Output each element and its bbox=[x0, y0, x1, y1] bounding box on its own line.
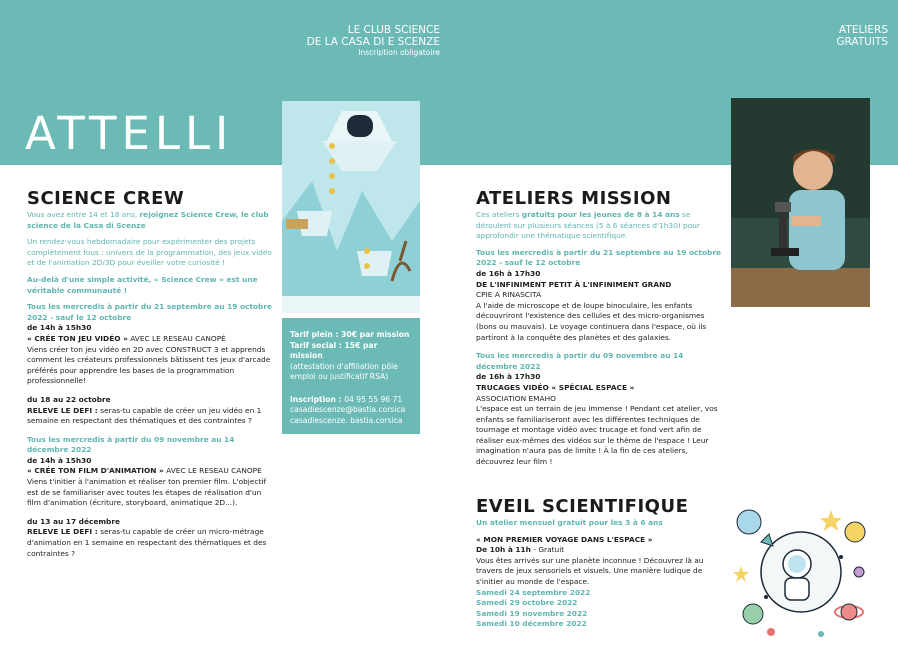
science-crew-desc: Un rendez-vous hebdomadaire pour expérimenter des projets complètement fous : univers de la programmation, des jeux vidéo et de l'animation 2D/3D pour éveiller votre curiosité ! bbox=[27, 237, 272, 268]
page-title: ATTELLI bbox=[25, 107, 234, 160]
eveil-date-4: Samedi 10 décembre 2022 bbox=[476, 619, 587, 629]
eveil-free: - Gratuit bbox=[530, 545, 565, 555]
tarif-social: Tarif social : 15€ par mission bbox=[290, 340, 378, 360]
tarif-box bbox=[282, 318, 420, 434]
eveil-session-title: « MON PREMIER VOYAGE DANS L'ESPACE » bbox=[476, 534, 653, 544]
tarif-plein: Tarif plein : 30€ par mission bbox=[290, 330, 410, 339]
science-crew-intro bbox=[27, 210, 277, 231]
mission1-date: Tous les mercredis à partir du 21 septembre au 19 octobre 2022 - sauf le 12 octobre bbox=[476, 247, 721, 268]
defi1-label: RELEVE LE DEFI : bbox=[27, 405, 101, 415]
mission1-partner: CPIE A RINASCITA bbox=[476, 290, 542, 300]
defi2-date: du 13 au 17 décembre bbox=[27, 516, 121, 526]
mission-intro bbox=[476, 210, 721, 242]
session1-title: « CRÉE TON JEU VIDÉO » bbox=[27, 333, 128, 343]
defi2-text: seras-tu capable de créer un micro-métrage d'animation en 1 semaine en respectant des thématiques et des contraintes ? bbox=[27, 527, 267, 558]
eveil-title: EVEIL SCIENTIFIQUE bbox=[476, 496, 689, 517]
mission-intro-c: se déroulent sur plusieurs séances (5 à 6 séances d'1h30) pour approfondir une thématique scientifique. bbox=[476, 210, 700, 241]
ateliers-line-1: ATELIERS bbox=[839, 24, 888, 36]
session2-title: « CRÉE TON FILM D'ANIMATION » bbox=[27, 466, 164, 476]
defi1-text: seras-tu capable de créer un jeu vidéo en 1 semaine en respectant des thématiques et des contraintes ? bbox=[27, 405, 262, 426]
session1-partner: AVEC LE RESEAU CANOPÉ bbox=[127, 333, 226, 343]
defi2-label: RELEVE LE DEFI : bbox=[27, 527, 101, 537]
space-doodle-illustration bbox=[731, 502, 871, 642]
phone-number: 04 95 55 96 71 bbox=[344, 394, 403, 404]
mission-title: ATELIERS MISSION bbox=[476, 188, 672, 209]
eveil-date-1: Samedi 24 septembre 2022 bbox=[476, 587, 591, 597]
mission2-title: TRUCAGES VIDÉO « SPÉCIAL ESPACE » bbox=[476, 382, 635, 392]
intro-bold: rejoignez Science Crew, le club science de la Casa di Scenze bbox=[27, 210, 269, 230]
mission1-time: de 16h à 17h30 bbox=[476, 268, 541, 278]
game-illustration bbox=[282, 101, 420, 313]
session2-partner: AVEC LE RESEAU CANOPE bbox=[163, 466, 262, 476]
ateliers-line-2: GRATUITS bbox=[836, 36, 888, 48]
mission1-title: DE L'INFINIMENT PETIT À L'INFINIMENT GRAND bbox=[476, 279, 672, 289]
eveil-text: Vous êtes arrivés sur une planète inconnue ! Découvrez là au travers de jeux sensoriels et visuels. Une manière ludique de s'initier au monde de l'espace. bbox=[476, 555, 704, 586]
mission1-text: A l'aide de microscope et de loupe binoculaire, les enfants découvriront l'existence des cellules et des micro-organismes (bons ou mauvais). Le voyage continuera dans l'espace, où ils partiront à la conquête des planètes et des galaxies. bbox=[476, 300, 707, 342]
club-header bbox=[300, 24, 440, 58]
club-line-1: LE CLUB SCIENCE bbox=[347, 24, 440, 36]
ateliers-header bbox=[836, 24, 888, 48]
session1-date: Tous les mercredis à partir du 21 septembre au 19 octobre 2022 - sauf le 12 octobre bbox=[27, 302, 272, 322]
website-link[interactable]: casadiescenze. bastia.corsica bbox=[290, 415, 403, 425]
mission2-time: de 16h à 17h30 bbox=[476, 372, 541, 382]
session2-time: de 14h à 15h30 bbox=[27, 455, 92, 465]
eveil-date-3: Samedi 19 novembre 2022 bbox=[476, 608, 588, 618]
science-crew-title: SCIENCE CREW bbox=[27, 188, 185, 209]
eveil-subtitle: Un atelier mensuel gratuit pour les 3 à 6 ans bbox=[476, 518, 663, 527]
eveil-time: De 10h à 11h bbox=[476, 545, 531, 555]
session1-text: Viens créer ton jeu vidéo en 2D avec CONSTRUCT 3 et apprends comment les créateurs professionnels bâtissent tes jeux d'arcade préférés pour apprendre les bases de la programmation professionnelle! bbox=[27, 344, 271, 386]
intro-text: Vous avez entre 14 et 18 ans, bbox=[27, 210, 140, 219]
science-crew-community: Au-delà d'une simple activité, « Science Crew » est une véritable communauté ! bbox=[27, 274, 258, 295]
club-line-2: DE LA CASA DI E SCENZE bbox=[306, 36, 440, 48]
tarif-attestation: (attestation d'affiliation pôle emploi ou justificatif RSA) bbox=[290, 361, 398, 381]
microscope-photo bbox=[731, 98, 870, 307]
eveil-date-2: Samedi 29 octobre 2022 bbox=[476, 598, 578, 608]
mission2-partner: ASSOCIATION EMAHO bbox=[476, 393, 556, 403]
mission-intro-b: gratuits pour les jeunes de 8 à 14 ans bbox=[521, 210, 680, 219]
email-link[interactable]: casadiescenze@bastia.corsica bbox=[290, 405, 406, 414]
mission-intro-a: Ces ateliers bbox=[476, 210, 522, 219]
eveil-section bbox=[476, 496, 721, 630]
club-line-3: Inscription obligatoire bbox=[358, 48, 440, 57]
session2-text: Viens t'initier à l'animation et réaliser ton premier film. L'objectif est de se familiariser avec toutes les étapes de réalisation d'un film d'animation (écriture, storyboard, animatique 2D...). bbox=[27, 477, 267, 508]
session1-time: de 14h à 15h30 bbox=[27, 323, 92, 333]
session2-date: Tous les mercredis à partir du 09 novembre au 14 décembre 2022 bbox=[27, 434, 235, 455]
inscription-label: Inscription : bbox=[290, 394, 345, 404]
science-crew-section bbox=[27, 188, 277, 565]
mission2-text: L'espace est un terrain de jeu immense ! Pendant cet atelier, vos enfants se familiariseront avec les différentes techniques de tournage et montage vidéo avec trucage et fond vert afin de réaliser eux-mêmes des vidéos sur le thème de l'espace ! Leur imagination n'aura pas de limite ! À la fin de ces ateliers, découvrez leur film ! bbox=[476, 404, 718, 467]
defi1-date: du 18 au 22 octobre bbox=[27, 394, 111, 404]
mission2-date: Tous les mercredis à partir du 09 novembre au 14 décembre 2022 bbox=[476, 351, 684, 371]
mission-section bbox=[476, 188, 721, 474]
